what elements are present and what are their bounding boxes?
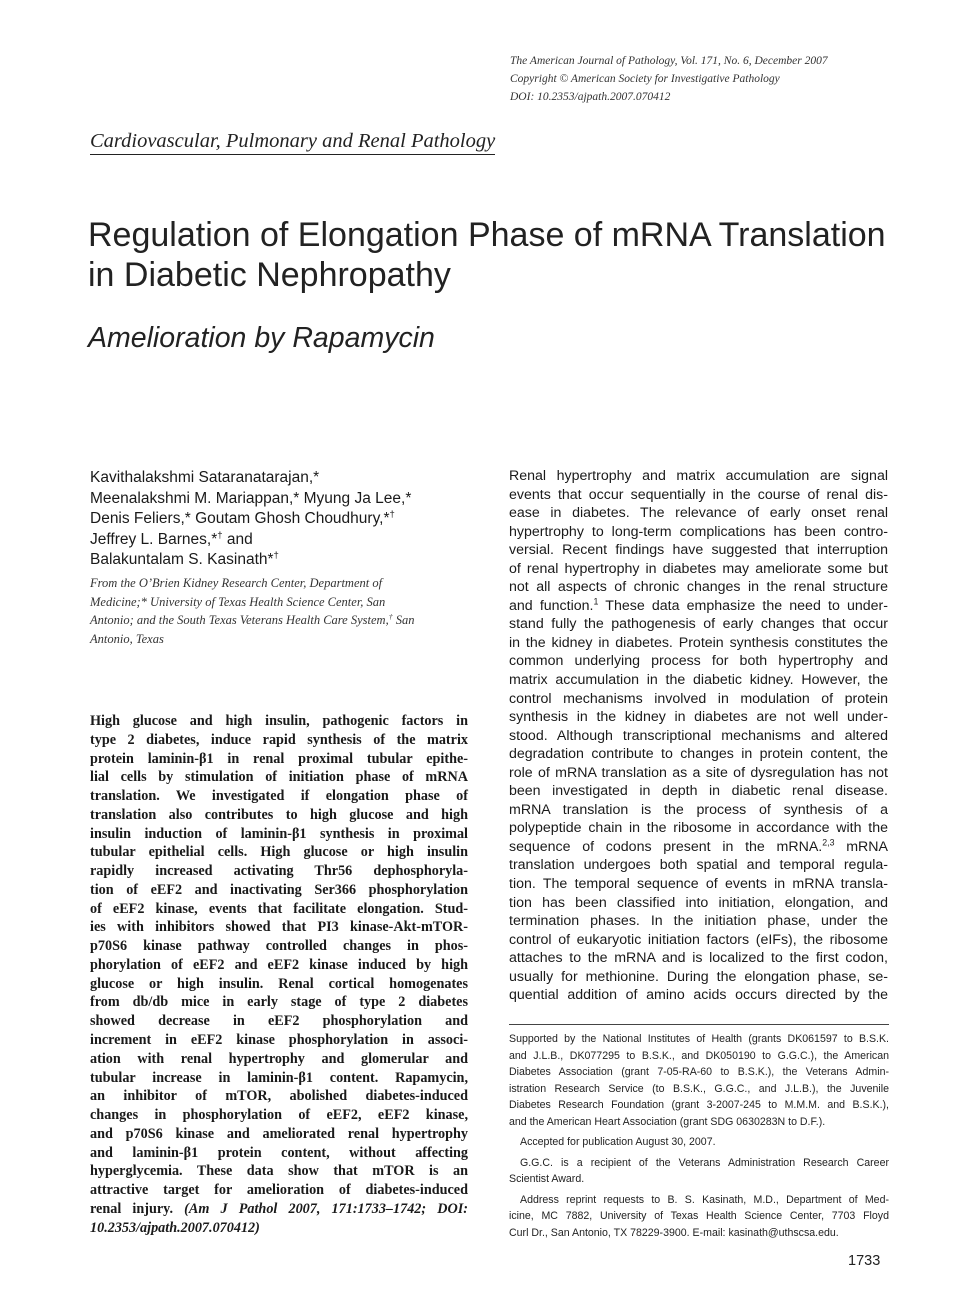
abstract-line: ies with inhibitors showed that PI3 kinase-Akt-mTOR- [90, 919, 468, 936]
body-line: role of mRNA translation as a site of dysregulation has not [509, 764, 888, 781]
body-line: tion. The temporal sequence of events in mRNA transla- [509, 876, 888, 893]
footnote-line: Diabetes Research Foundation (grant 3-2007-245 to M.M.M. and B.S.K.), [509, 1099, 889, 1112]
abstract-line: from db/db mice in early stage of type 2 diabetes [90, 994, 468, 1011]
reference-mark[interactable]: 2,3 [822, 837, 835, 848]
abstract-line: p70S6 kinase pathway controlled changes in phos- [90, 938, 468, 955]
body-line: versial. Recent findings have suggested that interruption [509, 542, 888, 559]
author-line [90, 509, 490, 530]
body-line [509, 838, 888, 857]
abstract-line: phorylation of eEF2 and eEF2 kinase induced by high [90, 956, 468, 973]
author-text: and [222, 530, 253, 548]
affiliation-text: San [392, 613, 415, 628]
career-note [509, 1155, 889, 1188]
funding-note [509, 1031, 889, 1131]
footnote-line: Diabetes Association (grant 7-05-RA-60 to B.S.K.), the Veterans Admin- [509, 1066, 889, 1079]
abstract-line: protein laminin-β1 in renal proximal tubular epithe- [90, 750, 468, 767]
abstract-line: showed decrease in eEF2 phosphorylation and [90, 1013, 468, 1030]
abstract-line: hyperglycemia. These data show that mTOR is an [90, 1163, 468, 1180]
abstract-line: translation. We investigated if elongation phase of [90, 788, 468, 805]
body-line: tion has been classified into initiation, elongation, and [509, 894, 888, 911]
body-text: sequence of codons present in the mRNA. [509, 838, 823, 855]
reprint-note [509, 1192, 889, 1242]
footnote-line: icine, MC 7882, University of Texas Health Science Center, 7703 Floyd [509, 1210, 889, 1223]
affiliation-mark: † [389, 509, 395, 521]
abstract-line: attractive target for amelioration of diabetes-induced [90, 1182, 468, 1199]
abstract [90, 712, 468, 1237]
body-line: usually for methionine. During the elongation phase, se- [509, 968, 888, 985]
body-line: quential addition of amino acids occurs directed by the [509, 987, 888, 1004]
affiliation [90, 574, 470, 648]
body-line: in the kidney in diabetes. Protein synthesis constitutes the [509, 634, 888, 651]
accepted-note [509, 1134, 889, 1151]
author-line: Kavithalakshmi Sataranatarajan,* [90, 469, 320, 486]
body-line: events that occur sequentially in the course of renal dis- [509, 486, 888, 503]
affiliation-mark: † [388, 612, 393, 622]
abstract-line: High glucose and high insulin, pathogenic factors in [90, 713, 468, 729]
footnote-line: Accepted for publication August 30, 2007. [520, 1136, 716, 1149]
footnote-line: and the American Heart Association (grant SDG 0630283N to D.F.). [509, 1115, 826, 1128]
affiliation-text: Antonio; and the South Texas Veterans Health Care System, [90, 613, 389, 628]
footnote-line: istration Research Service (to B.S.K., G.G.C., and J.L.B.), the Juvenile [509, 1082, 889, 1095]
author-text: Balakuntalam S. Kasinath* [90, 551, 274, 569]
article-title [88, 215, 908, 295]
affiliation-line: From the O’Brien Kidney Research Center, Department of [90, 576, 383, 590]
journal-citation: The American Journal of Pathology, Vol. 171, No. 6, December 2007 [510, 55, 828, 67]
doi-link[interactable]: DOI: 10.2353/ajpath.2007.070412 [510, 91, 671, 103]
affiliation-line: Medicine;* University of Texas Health Science Center, San [90, 594, 386, 609]
abstract-line: tubular epithelial cells. High glucose or high insulin [90, 844, 468, 861]
body-line: of renal hypertrophy in diabetes may ameliorate some but [509, 560, 888, 577]
abstract-line: tion of eEF2 and inactivating Ser366 phosphorylation [90, 881, 468, 898]
author-line [90, 550, 490, 571]
body-line: attaches to the mRNA and is localized to the first codon, [509, 950, 888, 967]
abstract-line: type 2 diabetes, induce rapid synthesis of the matrix [90, 731, 468, 748]
abstract-line: translation also contributes to high glucose and high [90, 806, 468, 823]
journal-header [510, 52, 950, 106]
body-line: translation undergoes both spatial and temporal regula- [509, 857, 888, 874]
affiliation-mark: † [273, 550, 279, 562]
body-line: not all aspects of chronic changes in the renal structure [509, 579, 888, 596]
introduction-text [509, 467, 888, 1005]
body-line: been investigated in depth in diabetic renal disease. [509, 783, 888, 800]
abstract-line [90, 1200, 468, 1219]
footnote-divider [509, 1024, 889, 1025]
abstract-line: and p70S6 kinase and ameliorated renal hypertrophy [90, 1125, 468, 1142]
body-line: control mechanisms involved in modulation of protein [509, 690, 888, 707]
abstract-text: renal injury. [90, 1200, 173, 1217]
author-list [90, 468, 490, 571]
body-line: Renal hypertrophy and matrix accumulation are signal [509, 468, 888, 484]
body-line: ease in diabetes. The relevance of early onset renal [509, 505, 888, 522]
author-line: Meenalakshmi M. Mariappan,* Myung Ja Lee,* [90, 489, 412, 507]
abstract-line: insulin induction of laminin-β1 synthesis in proximal [90, 825, 468, 842]
abstract-line: tubular increase in laminin-β1 content. Rapamycin, [90, 1069, 468, 1086]
title-line: in Diabetic Nephropathy [88, 256, 451, 294]
abstract-line: of eEF2 kinase, events that facilitate elongation. Stud- [90, 900, 468, 917]
citation: (Am J Pathol 2007, 171:1733–1742; DOI: [184, 1200, 468, 1217]
body-line: hypertrophy to long-term complications has been contro- [509, 523, 888, 540]
abstract-line: and laminin-β1 protein content, without affecting [90, 1144, 468, 1161]
body-line: polypeptide chain in the ribosome in accordance with the [509, 820, 888, 837]
section-heading: Cardiovascular, Pulmonary and Renal Pathology [90, 130, 495, 155]
body-line: mRNA translation is the process of synthesis of a [509, 801, 888, 818]
affiliation-mark: † [217, 529, 223, 541]
body-line: common underlying process for both hypertrophy and [509, 653, 888, 670]
affiliation-line [90, 611, 470, 630]
author-text: Denis Feliers,* Goutam Ghosh Choudhury,* [90, 510, 390, 528]
affiliation-line: Antonio, Texas [90, 631, 164, 646]
body-text: mRNA [834, 838, 888, 855]
copyright-notice: Copyright © American Society for Investigative Pathology [510, 73, 780, 85]
body-line: stood. Although transcriptional mechanisms and altered [509, 727, 888, 744]
body-line: degradation contribute to changes in protein content, the [509, 746, 888, 763]
abstract-line: rapidly increased activating Thr56 dephosphoryla- [90, 863, 468, 880]
reference-mark[interactable]: 1 [593, 596, 599, 607]
body-line [509, 597, 888, 616]
body-text: These data emphasize the need to under- [598, 597, 888, 614]
footnote-line: Supported by the National Institutes of Health (grants DK061597 to B.S.K. [509, 1033, 889, 1045]
footnotes [509, 1031, 889, 1245]
footnote-line: Address reprint requests to B. S. Kasinath, M.D., Department of Med- [520, 1193, 889, 1206]
author-text: Jeffrey L. Barnes,* [90, 530, 218, 548]
title-line: Regulation of Elongation Phase of mRNA Translation [88, 216, 886, 254]
page-number: 1733 [848, 1253, 881, 1269]
body-line: synthesis in the kidney in diabetes are not well under- [509, 709, 888, 726]
body-line: stand fully the pathogenesis of early changes that occur [509, 616, 888, 633]
footnote-line: Scientist Award. [509, 1173, 585, 1186]
abstract-line: lial cells by stimulation of initiation phase of mRNA [90, 769, 468, 786]
footnote-line: G.G.C. is a recipient of the Veterans Administration Research Career [520, 1156, 889, 1169]
footnote-line: and J.L.B., DK077295 to B.S.K., and DK050190 to G.G.C.), the American [509, 1049, 889, 1062]
footnote-line: Curl Dr., San Antonio, TX 78229-3900. E-mail: kasinath@uthscsa.edu. [509, 1226, 839, 1239]
author-line [90, 530, 490, 551]
body-line: matrix accumulation in the diabetic kidney. However, the [509, 672, 888, 689]
abstract-line: glucose or high insulin. Renal cortical homogenates [90, 975, 468, 992]
body-text: and function. [509, 597, 594, 614]
article-subtitle: Amelioration by Rapamycin [88, 322, 435, 354]
abstract-line: changes in phosphorylation of eEF2, eEF2 kinase, [90, 1107, 468, 1124]
citation-doi: 10.2353/ajpath.2007.070412) [90, 1219, 260, 1236]
abstract-line: increment in eEF2 kinase phosphorylation in associ- [90, 1032, 468, 1049]
abstract-line: ation with renal hypertrophy and glomerular and [90, 1050, 468, 1067]
body-line: termination phases. In the initiation phase, under the [509, 913, 888, 930]
body-line: control of eukaryotic initiation factors (eIFs), the ribosome [509, 931, 888, 948]
abstract-line: an inhibitor of mTOR, abolished diabetes-induced [90, 1088, 468, 1105]
